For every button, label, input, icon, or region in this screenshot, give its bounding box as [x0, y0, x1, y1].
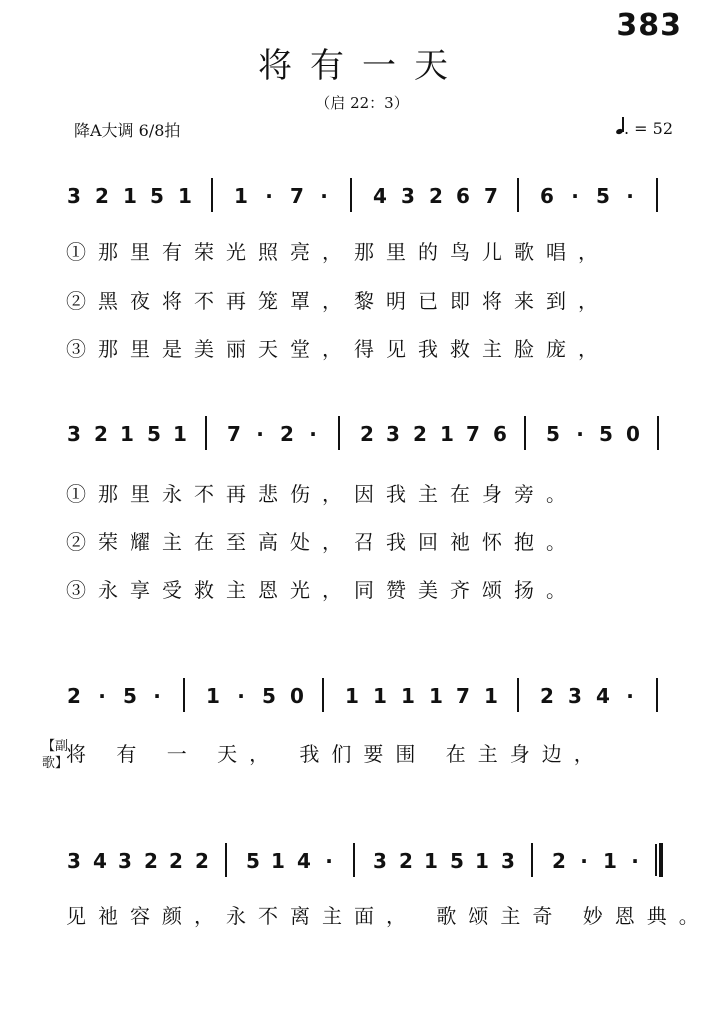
song-title: 将有一天 [258, 46, 466, 86]
note: 2 [360, 422, 374, 446]
note: 1 [603, 849, 617, 873]
barline [205, 416, 207, 450]
chorus-label: 【副歌】 [42, 739, 69, 771]
tempo-marking [616, 118, 673, 138]
note: 4 [297, 849, 311, 873]
note: 7 [484, 184, 498, 208]
note: 1 [373, 684, 387, 708]
note: 1 [401, 684, 415, 708]
barline [353, 843, 355, 877]
quarter-note-icon [616, 118, 624, 134]
note: 7 [290, 184, 304, 208]
note: 3 [501, 849, 515, 873]
duration-dot: · [153, 684, 161, 708]
note: 1 [120, 422, 134, 446]
note: 5 [147, 422, 161, 446]
note: 0 [626, 422, 640, 446]
note: 2 [429, 184, 443, 208]
barline [517, 178, 519, 212]
note: 2 [169, 849, 183, 873]
duration-dot: · [265, 184, 273, 208]
note: 2 [94, 422, 108, 446]
duration-dot: · [580, 849, 588, 873]
note: 3 [386, 422, 400, 446]
barline [656, 678, 658, 712]
barline [656, 178, 658, 212]
note: 1 [271, 849, 285, 873]
note: 4 [596, 684, 610, 708]
note: 2 [413, 422, 427, 446]
note: 5 [450, 849, 464, 873]
barline [183, 678, 185, 712]
note: 5 [123, 684, 137, 708]
notation-notes [66, 843, 686, 879]
note: 5 [150, 184, 164, 208]
note: 1 [206, 684, 220, 708]
lyric-line: ②黑夜将不再笼罩，黎明已即将来到， [66, 289, 610, 313]
tempo-value: . = 52 [624, 119, 674, 138]
note: 2 [540, 684, 554, 708]
note: 2 [552, 849, 566, 873]
lyric-line: 见祂容颜，永不离主面， 歌颂主奇 妙恩典。 [66, 904, 711, 928]
duration-dot: · [320, 184, 328, 208]
lyric-line: ①那里有荣光照亮，那里的鸟儿歌唱， [66, 240, 610, 264]
note: 1 [475, 849, 489, 873]
note: 6 [540, 184, 554, 208]
note: 2 [280, 422, 294, 446]
duration-dot: · [256, 422, 264, 446]
lyric-line: ③那里是美丽天堂，得见我救主脸庞， [66, 337, 610, 361]
duration-dot: · [571, 184, 579, 208]
barline [524, 416, 526, 450]
note: 1 [123, 184, 137, 208]
barline [225, 843, 227, 877]
note: 1 [440, 422, 454, 446]
note: 1 [424, 849, 438, 873]
lyric-line: ③永享受救主恩光，同赞美齐颂扬。 [66, 578, 578, 602]
note: 0 [290, 684, 304, 708]
note: 1 [345, 684, 359, 708]
key-signature: 降A大调 6/8拍 [74, 121, 181, 140]
duration-dot: · [325, 849, 333, 873]
note: 7 [466, 422, 480, 446]
note: 1 [484, 684, 498, 708]
duration-dot: · [626, 184, 634, 208]
note: 1 [173, 422, 187, 446]
note: 3 [118, 849, 132, 873]
note: 3 [67, 422, 81, 446]
note: 5 [246, 849, 260, 873]
barline [517, 678, 519, 712]
duration-dot: · [237, 684, 245, 708]
note: 3 [568, 684, 582, 708]
note: 2 [95, 184, 109, 208]
barline [322, 678, 324, 712]
note: 2 [195, 849, 209, 873]
page-number: 383 [616, 8, 682, 43]
notation-notes [66, 178, 686, 214]
duration-dot: · [626, 684, 634, 708]
duration-dot: · [98, 684, 106, 708]
scripture-reference: （启 22：3） [315, 94, 409, 112]
note: 2 [399, 849, 413, 873]
barline [211, 178, 213, 212]
note: 3 [401, 184, 415, 208]
barline [531, 843, 533, 877]
duration-dot: · [576, 422, 584, 446]
lyric-line: ①那里永不再悲伤，因我主在身旁。 [66, 482, 578, 506]
note: 3 [67, 184, 81, 208]
duration-dot: · [631, 849, 639, 873]
notation-notes [66, 416, 686, 452]
note: 7 [227, 422, 241, 446]
lyric-line: ②荣耀主在至高处，召我回祂怀抱。 [66, 530, 578, 554]
lyric-line: 将 有 一 天， 我们要围 在主身边， [66, 742, 606, 766]
barline [338, 416, 340, 450]
note: 1 [429, 684, 443, 708]
note: 5 [599, 422, 613, 446]
barline [657, 416, 659, 450]
duration-dot: · [309, 422, 317, 446]
note: 5 [596, 184, 610, 208]
note: 1 [178, 184, 192, 208]
note: 3 [373, 849, 387, 873]
note: 4 [373, 184, 387, 208]
note: 5 [262, 684, 276, 708]
notation-notes [66, 678, 686, 714]
note: 6 [456, 184, 470, 208]
note: 2 [144, 849, 158, 873]
note: 2 [67, 684, 81, 708]
note: 5 [546, 422, 560, 446]
note: 6 [493, 422, 507, 446]
barline [659, 843, 663, 877]
note: 4 [93, 849, 107, 873]
note: 3 [67, 849, 81, 873]
note: 1 [234, 184, 248, 208]
note: 7 [456, 684, 470, 708]
barline [350, 178, 352, 212]
